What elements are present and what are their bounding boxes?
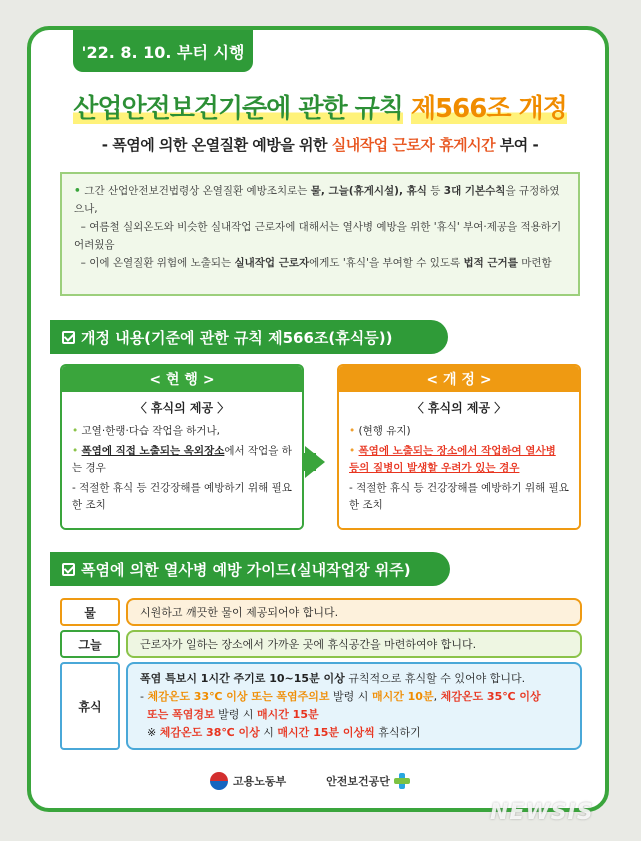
revised-rule-panel — [337, 364, 581, 530]
revised-item3: - 적절한 휴식 등 건강장해를 예방하기 위해 필요한 조치 — [349, 482, 569, 511]
rest-line3: 또는 폭염경보 발령 시 매시간 15분 — [147, 708, 319, 721]
subtitle-prefix: - 폭염에 의한 온열질환 예방을 위한 — [101, 136, 327, 154]
revised-item2: • 폭염에 노출되는 장소에서 작업하여 열사병 등의 질병이 발생할 우려가 있는 경우 — [349, 445, 556, 474]
guide-row-water — [60, 598, 582, 626]
subtitle-em1: 실내작업 근로자 — [331, 136, 435, 154]
rest-desc — [126, 662, 582, 750]
current-item1: • 고열·한랭·다습 작업을 하거나, — [72, 425, 220, 437]
ministry-logo: 고용노동부 — [210, 772, 286, 790]
current-item3: - 적절한 휴식 등 건강장해를 예방하기 위해 필요한 조치 — [72, 482, 292, 511]
intro-line3: – 이에 온열질환 위험에 노출되는 실내작업 근로자에게도 '휴식'을 부여할 수 있도록 법적 근거를 마련함 — [74, 257, 552, 269]
footer-logos — [210, 766, 450, 796]
guide-row-rest — [60, 662, 582, 750]
arrow-right-icon — [305, 446, 325, 478]
checkbox-icon — [62, 563, 75, 576]
cross-icon — [394, 773, 410, 789]
current-rule-header: < 현 행 > — [62, 366, 302, 392]
taegeuk-icon — [210, 772, 228, 790]
rest-label: 휴식 — [60, 662, 120, 750]
title-prefix: 산업안전보건기준에 관한 규칙 — [73, 94, 403, 124]
revised-item1: • (현행 유지) — [349, 425, 411, 437]
title-accent: 제566조 개정 — [410, 94, 567, 124]
subtitle-suffix: 부여 - — [499, 136, 539, 154]
effective-date-tab: '22. 8. 10. 부터 시행 — [73, 30, 253, 72]
rest-line2: - 체감온도 33℃ 이상 또는 폭염주의보 발령 시 매시간 10분, 체감온도 35℃ 이상 — [140, 690, 541, 703]
revised-rule-header: < 개 정 > — [339, 366, 579, 392]
shade-label: 그늘 — [60, 630, 120, 658]
subtitle-em2: 휴게시간 — [439, 136, 496, 154]
water-desc: 시원하고 깨끗한 물이 제공되어야 합니다. — [126, 598, 582, 626]
current-rule-subtitle: 〈 휴식의 제공 〉 — [134, 401, 230, 415]
current-item2: • 폭염에 직접 노출되는 옥외장소에서 작업을 하는 경우 — [72, 445, 292, 474]
page-subtitle — [40, 134, 600, 155]
agency-logo: 안전보건공단 — [326, 773, 410, 789]
water-label: 물 — [60, 598, 120, 626]
guide-row-shade — [60, 630, 582, 658]
rest-line1: 폭염 특보시 1시간 주기로 10~15분 이상 규칙적으로 휴식할 수 있어야 합니다. — [140, 672, 526, 685]
watermark: NEWSIS — [490, 800, 594, 825]
checkbox-icon — [62, 331, 75, 344]
current-rule-panel — [60, 364, 304, 530]
revised-rule-subtitle: 〈 휴식의 제공 〉 — [411, 401, 507, 415]
page-title — [40, 88, 600, 125]
section-amendment-header: 개정 내용(기준에 관한 규칙 제566조(휴식등)) — [50, 320, 448, 354]
rest-line4: ※ 체감온도 38℃ 이상 시 매시간 15분 이상씩 휴식하기 — [147, 726, 421, 739]
intro-line2: – 여름철 실외온도와 비슷한 실내작업 근로자에 대해서는 열사병 예방을 위한 '휴식' 부여·제공을 적용하기 어려웠음 — [74, 221, 562, 251]
section-guide-header: 폭염에 의한 열사병 예방 가이드(실내작업장 위주) — [50, 552, 450, 586]
bullet-icon: • — [74, 185, 85, 197]
shade-desc: 근로자가 일하는 장소에서 가까운 곳에 휴식공간을 마련하여야 합니다. — [126, 630, 582, 658]
intro-box — [60, 172, 580, 296]
intro-line1: • 그간 산업안전보건법령상 온열질환 예방조치로는 물, 그늘(휴게시설), 휴식 등 3대 기본수칙을 규정하였으나, — [74, 185, 560, 215]
